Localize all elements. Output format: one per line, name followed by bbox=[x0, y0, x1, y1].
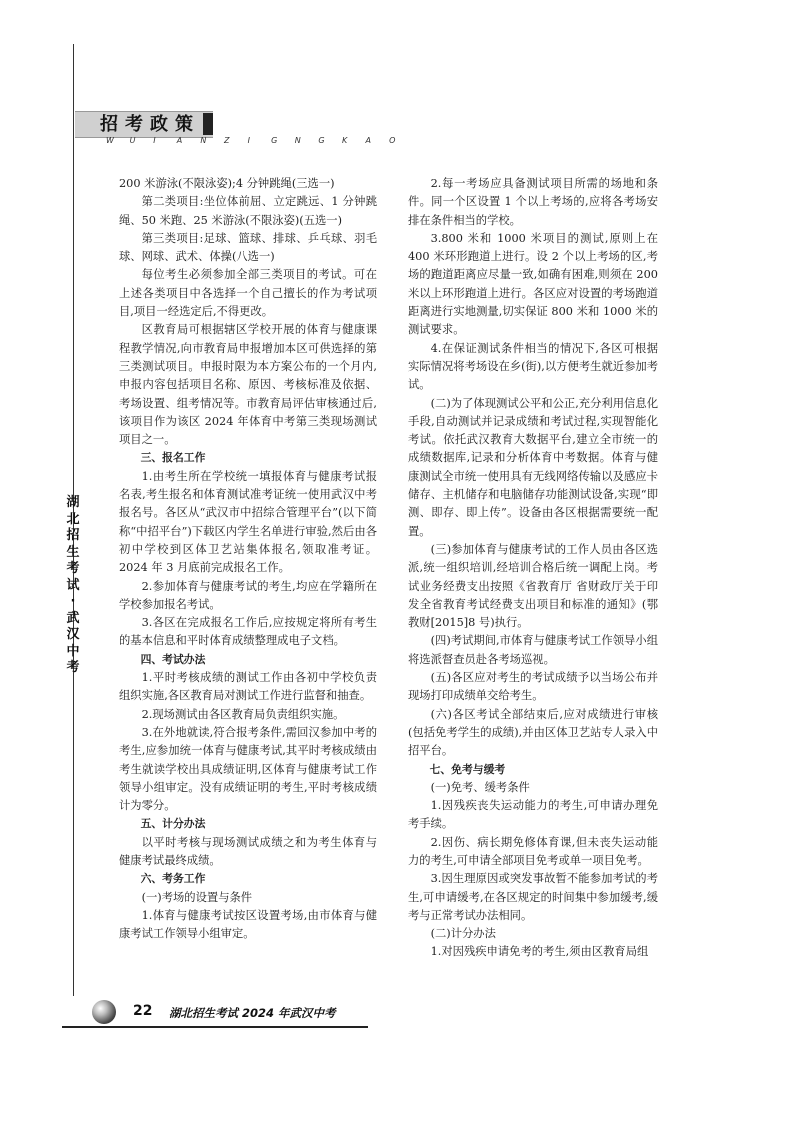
paragraph: 4.在保证测试条件相当的情况下,各区可根据实际情况将考场设在乡(街),以方便考生就近参加考试。 bbox=[408, 341, 658, 392]
pinyin-letter: O bbox=[389, 136, 396, 145]
section-header-bar bbox=[203, 113, 213, 135]
sidebar-char: 生 bbox=[66, 544, 80, 560]
paragraph: (五)各区应对考生的考试成绩予以当场公布并现场打印成绩单交给考生。 bbox=[408, 671, 658, 703]
pinyin-letter: A bbox=[365, 136, 372, 145]
paragraph: 1.由考生所在学校统一填报体育与健康考试报名表,考生报名和体育测试准考证统一使用武汉中考报名号。各区从“武汉市中招综合管理平台”(以下简称“中招平台”)下载区内学生名单进行审验,然后由各初中学校到区体卫艺站集体报名,领取准考证。2024 年 3 月底前完成报名工作。 bbox=[119, 469, 377, 575]
subsection-heading: (二)计分办法 bbox=[430, 927, 496, 941]
footer-ball-icon bbox=[92, 1000, 116, 1024]
paragraph: 3.800 米和 1000 米项目的测试,原则上在 400 米环形跑道上进行。设 2 个以上考场的区,考场的跑道距离应尽量一致,如确有困难,则须在 200 米以上环形跑道上进行。各区应对设置的考场跑道距离进行实地测量,切实保证 800 米和 1000 米的测试要求。 bbox=[408, 231, 658, 337]
pinyin-letter: A bbox=[176, 136, 183, 145]
pinyin-letter: G bbox=[318, 136, 325, 145]
paragraph: (六)各区考试全部结束后,应对成绩进行审核(包括免考学生的成绩),并由区体卫艺站专人录入中招平台。 bbox=[408, 707, 658, 758]
sidebar-char: 试 bbox=[66, 577, 80, 593]
sidebar-char: 招 bbox=[66, 528, 80, 543]
paragraph: 1.平时考核成绩的测试工作由各初中学校负责组织实施,各区教育局对测试工作进行监督和抽查。 bbox=[119, 671, 377, 703]
pinyin-letter: Z bbox=[223, 136, 230, 145]
pinyin-letter: W bbox=[106, 136, 114, 145]
paragraph: 第二类项目:坐位体前屈、立定跳远、1 分钟跳绳、50 米跑、25 米游泳(不限泳姿)(五选一) bbox=[119, 195, 377, 227]
pinyin-letter: U bbox=[129, 136, 136, 145]
section-heading: 四、考试办法 bbox=[140, 652, 206, 666]
paragraph: 2.参加体育与健康考试的考生,均应在学籍所在学校参加报名考试。 bbox=[119, 579, 377, 611]
section-heading: 五、计分办法 bbox=[140, 817, 206, 831]
footer-publication-title: 湖北招生考试 2024 年武汉中考 bbox=[169, 1006, 336, 1020]
sidebar-char: 湖 bbox=[66, 495, 80, 510]
pinyin-letter: G bbox=[271, 136, 278, 145]
paragraph: 3.因生理原因或突发事故暂不能参加考试的考生,可申请缓考,在各区规定的时间集中参加缓考,缓考与正常考试办法相同。 bbox=[408, 872, 658, 922]
section-pinyin bbox=[106, 136, 413, 145]
paragraph: 200 米游泳(不限泳姿);4 分钟跳绳(三选一) bbox=[119, 177, 335, 190]
pinyin-letter: I bbox=[247, 136, 250, 145]
subsection-heading: (一)免考、缓考条件 bbox=[430, 780, 530, 794]
paragraph: (三)参加体育与健康考试的工作人员由各区选派,统一组织培训,经培训合格后统一调配上岗。考试业务经费支出按照《省教育厅 省财政厅关于印发全省教育考试经费支出项目和标准的通知》(鄂教财[2015]8 号)执行。 bbox=[408, 542, 658, 630]
paragraph: 1.因残疾丧失运动能力的考生,可申请办理免考手续。 bbox=[408, 799, 658, 831]
paragraph: 2.现场测试由各区教育局负责组织实施。 bbox=[141, 707, 345, 721]
paragraph: 以平时考核与现场测试成绩之和为考生体育与健康考试最终成绩。 bbox=[119, 835, 377, 867]
section-heading: 三、报名工作 bbox=[140, 451, 206, 465]
subsection-heading: (一)考场的设置与条件 bbox=[141, 890, 253, 904]
sidebar-char: 考 bbox=[66, 561, 80, 576]
section-heading: 七、免考与缓考 bbox=[429, 762, 506, 776]
paragraph: (二)为了体现测试公平和公正,充分利用信息化手段,自动测试并记录成绩和考试过程,实现智能化考试。依托武汉教育大数据平台,建立全市统一的成绩数据库,记录和分析体育中考数据。体育与健康测试全市统一使用具有无线网络传输以及感应卡储存、主机储存和电脑储存功能测试设备,实现“即测、即存、即上传”。设备由各区根据需要统一配置。 bbox=[408, 396, 658, 538]
paragraph: 1.体育与健康考试按区设置考场,由市体育与健康考试工作领导小组审定。 bbox=[119, 908, 377, 941]
paragraph: 每位考生必须参加全部三类项目的考试。可在上述各类项目中各选择一个自己擅长的作为考试项目,项目一经选定后,不得更改。 bbox=[119, 268, 377, 319]
right-column bbox=[408, 175, 658, 962]
paragraph: 1.对因残疾申请免考的考生,须由区教育局组 bbox=[430, 945, 649, 959]
paragraph: 3.在外地就读,符合报考条件,需回汉参加中考的考生,应参加统一体育与健康考试,其平时考核成绩由考生就读学校出具成绩证明,区体育与健康考试工作领导小组审定。没有成绩证明的考生,平时考核成绩计为零分。 bbox=[119, 725, 377, 813]
sidebar-char: · bbox=[70, 594, 76, 609]
sidebar-char: 武 bbox=[66, 610, 80, 626]
paragraph: 2.每一考场应具备测试项目所需的场地和条件。同一个区设置 1 个以上考场的,应将各考场安排在条件相当的学校。 bbox=[408, 177, 658, 227]
footer-rule bbox=[62, 1026, 368, 1028]
paragraph: 2.因伤、病长期免修体育课,但未丧失运动能力的考生,可申请全部项目免考或单一项目免考。 bbox=[408, 835, 658, 867]
paragraph: 第三类项目:足球、篮球、排球、乒乓球、羽毛球、网球、武术、体操(八选一) bbox=[119, 231, 377, 264]
sidebar-char: 考 bbox=[66, 660, 80, 675]
sidebar-char: 中 bbox=[66, 643, 80, 659]
paragraph: 3.各区在完成报名工作后,应按规定将所有考生的基本信息和平时体育成绩整理成电子文档。 bbox=[119, 616, 377, 648]
paragraph: (四)考试期间,市体育与健康考试工作领导小组将选派督查员赴各考场巡视。 bbox=[408, 634, 658, 666]
pinyin-letter: K bbox=[341, 136, 348, 145]
pinyin-letter: N bbox=[200, 136, 207, 145]
section-title: 招考政策 bbox=[100, 114, 200, 135]
vertical-magazine-title bbox=[64, 495, 82, 677]
left-column bbox=[119, 175, 377, 943]
pinyin-letter: N bbox=[294, 136, 301, 145]
pinyin-letter: I bbox=[153, 136, 156, 145]
sidebar-char: 汉 bbox=[66, 627, 80, 642]
page-number: 22 bbox=[133, 1003, 153, 1019]
paragraph: 区教育局可根据辖区学校开展的体育与健康课程教学情况,向市教育局申报增加本区可供选择的第三类测试项目。申报时限为本方案公布的一个月内,申报内容包括项目名称、原因、考核标准及依据、考场设置、组考情况等。市教育局评估审核通过后,该项目作为该区 2024 年体育中考第三类现场测试项目之一。 bbox=[119, 323, 377, 447]
section-heading: 六、考务工作 bbox=[140, 872, 206, 886]
sidebar-char: 北 bbox=[66, 511, 80, 527]
